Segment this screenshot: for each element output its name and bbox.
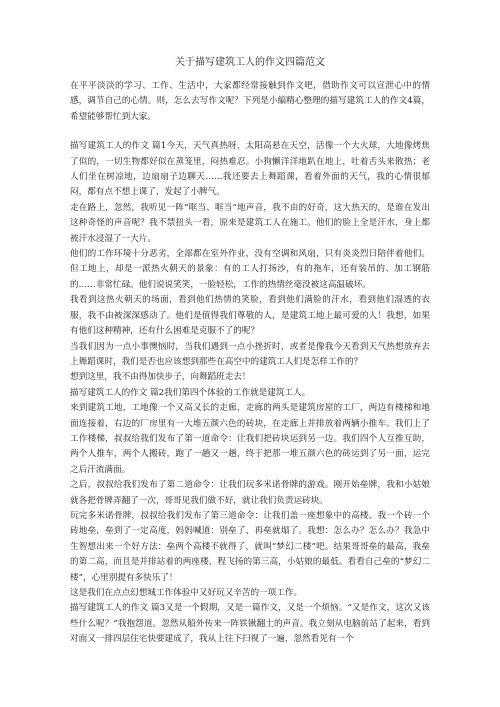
body-paragraph: 想到这里，我不由得加快步子，向舞蹈班走去！ [70,372,251,383]
body-paragraph: 来到建筑工地，工地像一个又高又长的走廊，走廊的两头是建筑房屋的工厂，两边有楼梯和地面连接着，右边的厂房里有一大堆五颜六色的砖块，在走廊上并排放着两辆小推车。我们上了工作楼梯，叔叔给我们发布了第一道命令：让我们把砖块运到另一边。我们四个人互推互助，两个人推车，两个人搬砖，跑了一趟又一趟，终于把那一堆五颜六色的砖运到了另一面，运完之后汗流满面。 [70,403,430,475]
body-paragraph: 当我们因为一点小事懊恼时，当我们遇到一点小挫折时，或者是像我今天看到天气热想放弃去上舞蹈课时，我们是否也应该想到那些在高空中的建筑工人们是怎样工作的？ [70,341,430,367]
body-paragraph: 之后，叔叔给我们发布了第二道命令：让我们玩多米诺骨牌的游戏。刚开始垒牌，我和小姑娘就各把骨牌弄翻了一次，哥哥见我们做不好，就让我们负责运砖块。 [70,480,430,506]
body-paragraph: 走在路上，忽然，我听见一阵“哐当、哐当”地声音，我不由的好奇，这大热天的，是谁在发出这种奇怪的声音呢？我不禁扭头一看，原来是建筑工人在施工。他们的脸上全是汗水，身上都被汗水浸湿了一大片。 [70,202,430,244]
body-paragraph: 描写建筑工人的作文 篇2我们第四个体验的工作就是建筑工人。 [70,387,311,398]
intro-paragraph: 在平平淡淡的学习、工作、生活中，大家都经常接触到作文吧，借助作文可以宣泄心中的情感，调节自己的心情。则，怎么去写作文呢？下列是小编精心整理的描写建筑工人的作文4篇，希望能够帮忙到大家。 [70,81,430,122]
body-paragraph: 描写建筑工人的作文 篇3又是一个假期，又是一篇作文，又是一个烦恼。“又是作文，这次又该些什么呢？”我抱怨道。忽然从船外传来一阵铁锹翻土的声音。我立刻从电脑前站了起来，看到对面又一排四层住宅快要建成了，我从上往下扫视了一遍，忽然看见有一个 [70,603,430,645]
body-paragraph: 他们的工作环境十分恶劣，全部都在室外作业，没有空调和风扇，只有炎炎烈日陪伴着他们。但工地上，却是一派热火朝天的景象：有的工人打扬沙，有的拖车，还有装吊的、加工钢筋的……非常忙碌。他们说说笑笑，一脸轻松，工作的热情丝毫没被这高温破坏。 [70,249,430,290]
body-paragraph: 描写建筑工人的作文 篇1今天，天气真热呀，太阳高悬在天空，活像一个大火球，大地像烤焦了似的，一切生物都好似在蒸笼里，闷热难忍。小狗懒洋洋地趴在地上，吐着舌头来散热；老人们坐在树凉地，边扇扇子边聊天……我还要去上舞蹈课，看着外面的天气，我的心情很郁闷，都有点不想上课了，发起了小脾气。 [70,141,430,198]
body-paragraph: 玩完多米诺骨牌，叔叔给我们发布了第三道命令：让我们盖一座想象中的高楼。我一个砖一个砖地垒，垒到了一定高度，妈妈喊道：别垒了，再垒就塌了。我想：怎么办？怎么办？我急中生智想出来一个好方法：垒两个高楼不就得了，就叫“梦幻二楼”吧。结果哥哥垒的最高，我垒的第二高，而且是并排站着的两座楼，程飞扬的第三高，小姑娘的最低。看看自己垒的“梦幻二楼”，心里别提有多快乐了！ [70,510,430,583]
document-title: 关于描写建筑工人的作文四篇范文 [175,57,325,68]
body-paragraph: 这是我们在点点幻想城工作体验中又好玩又辛苦的一项工作。 [70,588,303,598]
body-paragraph: 我看到这热火朝天的场面，看到他们热情的笑脸，看到他们满脸的汗水，看到他们湿透的衣服，我不由被深深感动了。他们是值得我们尊敬的人，是建筑工地上最可爱的人！我想，如果有他们这种精神，还有什么困难是克服不了的呢？ [70,295,430,337]
